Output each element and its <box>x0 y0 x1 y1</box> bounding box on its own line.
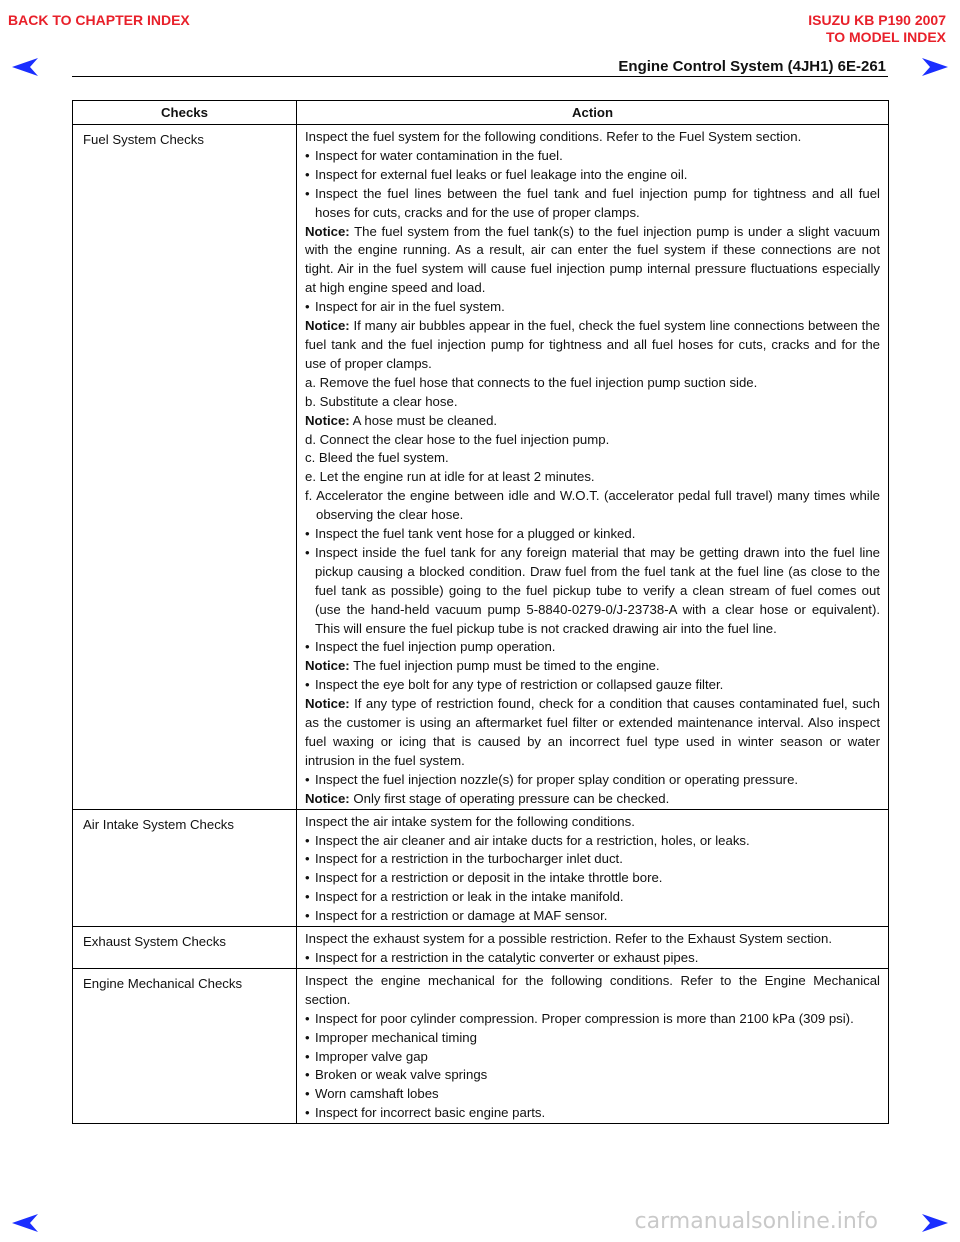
previous-page-arrow-icon[interactable] <box>10 56 40 78</box>
paragraph: d. Connect the clear hose to the fuel injection pump. <box>305 431 610 447</box>
action-column-header: Action <box>297 101 889 125</box>
action-cell <box>297 809 889 926</box>
notice-text: If any type of restriction found, check for a condition that causes contaminated fuel, such as the customer is using an aftermarket fuel filter or extended maintenance interval. Also inspect fuel waxing or icing that is caused by an incorrect fuel type used in winter season or water intrusion in the fuel system. <box>305 696 880 768</box>
notice-paragraph <box>305 695 880 771</box>
bullet-item: • Inspect for air in the fuel system. <box>305 298 880 317</box>
bullet-item: • Inspect for a restriction or leak in the intake manifold. <box>305 888 880 907</box>
notice-text: The fuel injection pump must be timed to the engine. <box>349 658 660 674</box>
bullet-item: • Inspect the air cleaner and air intake ducts for a restriction, holes, or leaks. <box>305 832 880 851</box>
action-cell <box>297 968 889 1123</box>
site-watermark: carmanualsonline.info <box>634 1209 878 1234</box>
paragraph: Inspect the engine mechanical for the following conditions. Refer to the Engine Mechanical section. <box>305 972 880 1007</box>
action-cell <box>297 927 889 969</box>
page-title: Engine Control System (4JH1) 6E-261 <box>618 58 886 75</box>
notice-paragraph <box>305 657 880 676</box>
notice-paragraph <box>305 317 880 374</box>
bullet-item: • Inspect the eye bolt for any type of restriction or collapsed gauze filter. <box>305 676 880 695</box>
bullet-item: • Inspect inside the fuel tank for any foreign material that may be getting drawn into the fuel line pickup causing a blocked condition. Draw fuel from the fuel tank at the fuel line (as close to the fuel tank as possible) going to the fuel pickup tube to verify a clean stream of fuel comes out (use the hand-held vacuum pump 5-8840-0279-0/J-23738-A with a clear hose or equivalent). This will ensure the fuel pickup tube is not cracked drawing air into the fuel line. <box>305 544 880 639</box>
bullet-item: • Inspect for incorrect basic engine parts. <box>305 1104 880 1123</box>
paragraph: a. Remove the fuel hose that connects to the fuel injection pump suction side. <box>305 374 758 390</box>
bullet-item: • Inspect for a restriction in the catalytic converter or exhaust pipes. <box>305 949 880 968</box>
bullet-item: • Inspect for external fuel leaks or fuel leakage into the engine oil. <box>305 166 880 185</box>
next-page-bottom-arrow-icon[interactable] <box>920 1212 950 1234</box>
bullet-item: • Inspect the fuel injection pump operation. <box>305 638 880 657</box>
bullet-item: • Inspect for poor cylinder compression. Proper compression is more than 2100 kPa (309 psi). <box>305 1010 880 1029</box>
notice-label: Notice: <box>305 696 350 712</box>
paragraph: e. Let the engine run at idle for at least 2 minutes. <box>305 469 595 485</box>
check-name-cell: Exhaust System Checks <box>73 927 297 969</box>
checks-table <box>72 100 889 1124</box>
notice-text: If many air bubbles appear in the fuel, check the fuel system line connections between the fuel tank and the fuel injection pump for tightness and all fuel hoses for cuts, cracks and for the use of proper clamps. <box>305 318 880 371</box>
notice-text: Only first stage of operating pressure can be checked. <box>349 790 670 806</box>
model-title-link[interactable]: ISUZU KB P190 2007 <box>808 12 946 28</box>
checks-column-header: Checks <box>73 101 297 125</box>
table-header-row <box>73 101 889 125</box>
back-to-chapter-index-link[interactable]: BACK TO CHAPTER INDEX <box>8 12 190 28</box>
notice-label: Notice: <box>305 658 350 674</box>
next-page-arrow-icon[interactable] <box>920 56 950 78</box>
to-model-index-link[interactable]: TO MODEL INDEX <box>825 29 946 45</box>
notice-label: Notice: <box>305 412 350 428</box>
bullet-item: • Inspect the fuel lines between the fuel tank and fuel injection pump for tightness and all fuel hoses for cuts, cracks and for the use of proper clamps. <box>305 185 880 223</box>
notice-paragraph <box>305 412 880 431</box>
notice-paragraph <box>305 790 880 809</box>
notice-text: The fuel system from the fuel tank(s) to the fuel injection pump is under a slight vacuum with the engine running. As a result, air can enter the fuel system if these connections are not tight. Air in the fuel system will cause fuel injection pump internal pressure fluctuations especially at high engine speed and load. <box>305 223 880 296</box>
check-name-cell: Fuel System Checks <box>73 125 297 810</box>
notice-label: Notice: <box>305 790 350 806</box>
table-row <box>73 125 889 810</box>
paragraph: Inspect the air intake system for the following conditions. <box>305 813 635 829</box>
paragraph: b. Substitute a clear hose. <box>305 393 458 409</box>
table-body <box>73 125 889 1124</box>
paragraph: Inspect the exhaust system for a possible restriction. Refer to the Exhaust System section. <box>305 931 833 947</box>
bullet-item: • Broken or weak valve springs <box>305 1066 880 1085</box>
notice-label: Notice: <box>305 223 350 239</box>
notice-label: Notice: <box>305 318 350 334</box>
bullet-item: • Inspect the fuel injection nozzle(s) for proper splay condition or operating pressure. <box>305 771 880 790</box>
paragraph: c. Bleed the fuel system. <box>305 450 449 466</box>
header-divider <box>72 76 888 77</box>
check-name-cell: Air Intake System Checks <box>73 809 297 926</box>
bullet-item: • Inspect for a restriction in the turbocharger inlet duct. <box>305 850 880 869</box>
bullet-item: • Improper valve gap <box>305 1048 880 1067</box>
table-row <box>73 927 889 969</box>
table-row <box>73 809 889 926</box>
notice-text: A hose must be cleaned. <box>349 412 498 428</box>
action-cell <box>297 125 889 810</box>
previous-page-bottom-arrow-icon[interactable] <box>10 1212 40 1234</box>
bullet-item: • Inspect the fuel tank vent hose for a plugged or kinked. <box>305 525 880 544</box>
bullet-item: • Inspect for water contamination in the fuel. <box>305 147 880 166</box>
notice-paragraph <box>305 223 880 299</box>
bullet-item: • Inspect for a restriction or deposit in the intake throttle bore. <box>305 869 880 888</box>
paragraph: Inspect the fuel system for the following conditions. Refer to the Fuel System section. <box>305 129 802 144</box>
bullet-item: • Inspect for a restriction or damage at MAF sensor. <box>305 907 880 926</box>
step-item: f. Accelerator the engine between idle and W.O.T. (accelerator pedal full travel) many times while observing the clear hose. <box>305 488 880 523</box>
table-row <box>73 968 889 1123</box>
bullet-item: • Worn camshaft lobes <box>305 1085 880 1104</box>
check-name-cell: Engine Mechanical Checks <box>73 968 297 1123</box>
bullet-item: • Improper mechanical timing <box>305 1029 880 1048</box>
